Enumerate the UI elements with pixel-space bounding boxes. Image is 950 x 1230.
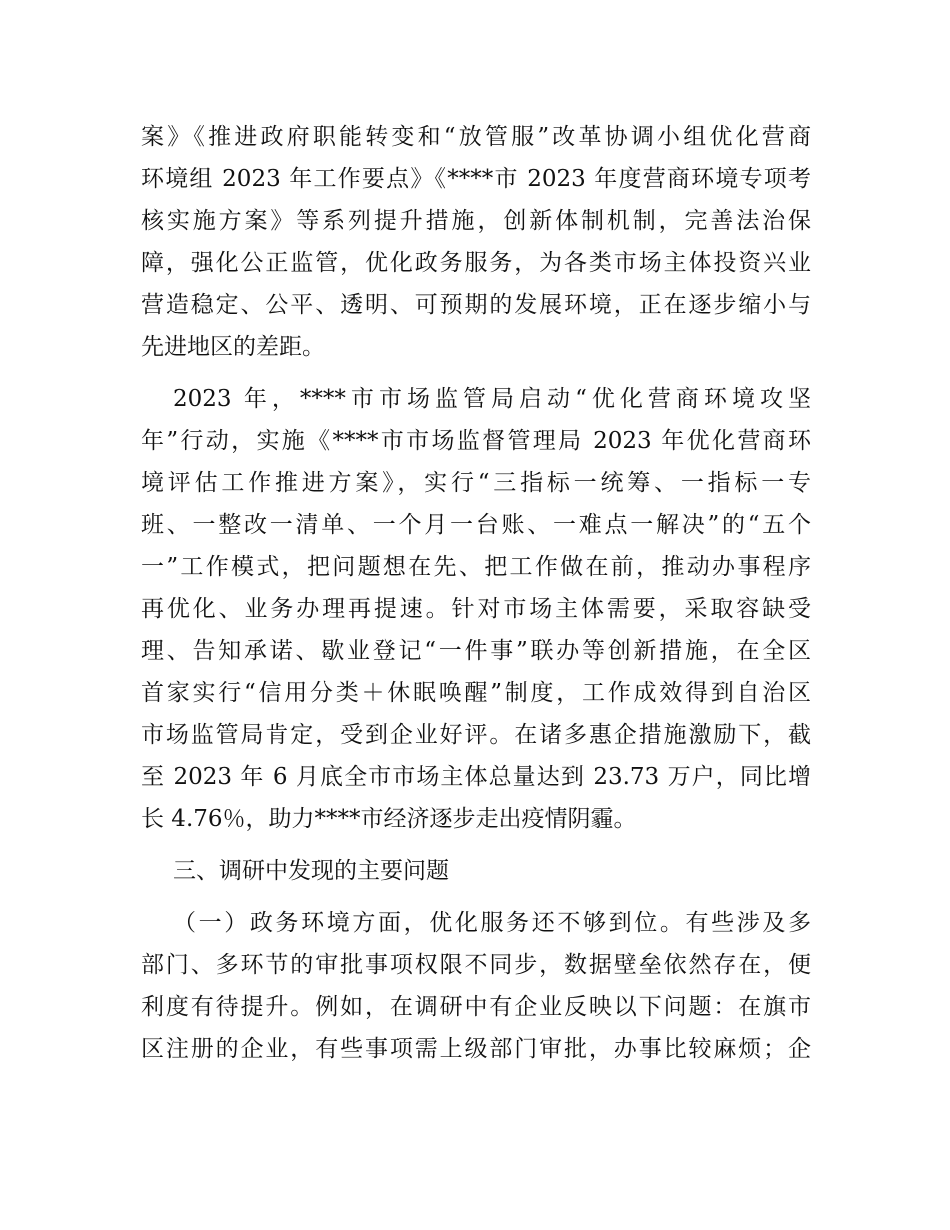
text-line: 利度有待提升。例如，在调研中有企业反映以下问题：在旗市 (141, 994, 811, 1020)
paragraph-gap (141, 840, 811, 850)
text-line: 年”行动，实施《****市市场监督管理局 2023 年优化营商环 (141, 428, 811, 454)
document-body (141, 116, 811, 1070)
text-line: 境评估工作推进方案》，实行“三指标一统筹、一指标一专 (141, 470, 811, 496)
text-line: （一）政务环境方面，优化服务还不够到位。有些涉及多 (173, 910, 811, 936)
text-line: 区注册的企业，有些事项需上级部门审批，办事比较麻烦；企 (141, 1036, 811, 1062)
text-line: 一”工作模式，把问题想在先、把工作做在前，推动办事程序 (141, 554, 811, 580)
text-line: 2023 年，****市市场监管局启动“优化营商环境攻坚 (173, 386, 811, 412)
text-line: 环境组 2023 年工作要点》《****市 2023 年度营商环境专项考 (141, 166, 811, 192)
text-line: 障，强化公正监管，优化政务服务，为各类市场主体投资兴业 (141, 250, 811, 276)
text-line: 理、告知承诺、歇业登记“一件事”联办等创新措施，在全区 (141, 638, 811, 664)
text-line: 再优化、业务办理再提速。针对市场主体需要，采取容缺受 (141, 596, 811, 622)
text-line: 长 4.76％，助力****市经济逐步走出疫情阴霾。 (141, 806, 637, 832)
text-line: 核实施方案》等系列提升措施，创新体制机制，完善法治保 (141, 208, 811, 234)
text-line: 营造稳定、公平、透明、可预期的发展环境，正在逐步缩小与 (141, 292, 811, 318)
section-heading: 三、调研中发现的主要问题 (173, 858, 449, 884)
text-line: 案》《推进政府职能转变和“放管服”改革协调小组优化营商 (141, 124, 811, 150)
paragraph-gap (141, 892, 811, 902)
text-line: 班、一整改一清单、一个月一台账、一难点一解决”的“五个 (141, 512, 811, 538)
text-line: 市场监管局肯定，受到企业好评。在诸多惠企措施激励下，截 (141, 722, 811, 748)
text-line: 部门、多环节的审批事项权限不同步，数据壁垒依然存在，便 (141, 952, 811, 978)
paragraph-gap (141, 368, 811, 378)
text-line: 先进地区的差距。 (141, 334, 325, 360)
text-line: 首家实行“信用分类＋休眠唤醒”制度，工作成效得到自治区 (141, 680, 811, 706)
text-line: 至 2023 年 6 月底全市市场主体总量达到 23.73 万户，同比增 (141, 764, 811, 790)
